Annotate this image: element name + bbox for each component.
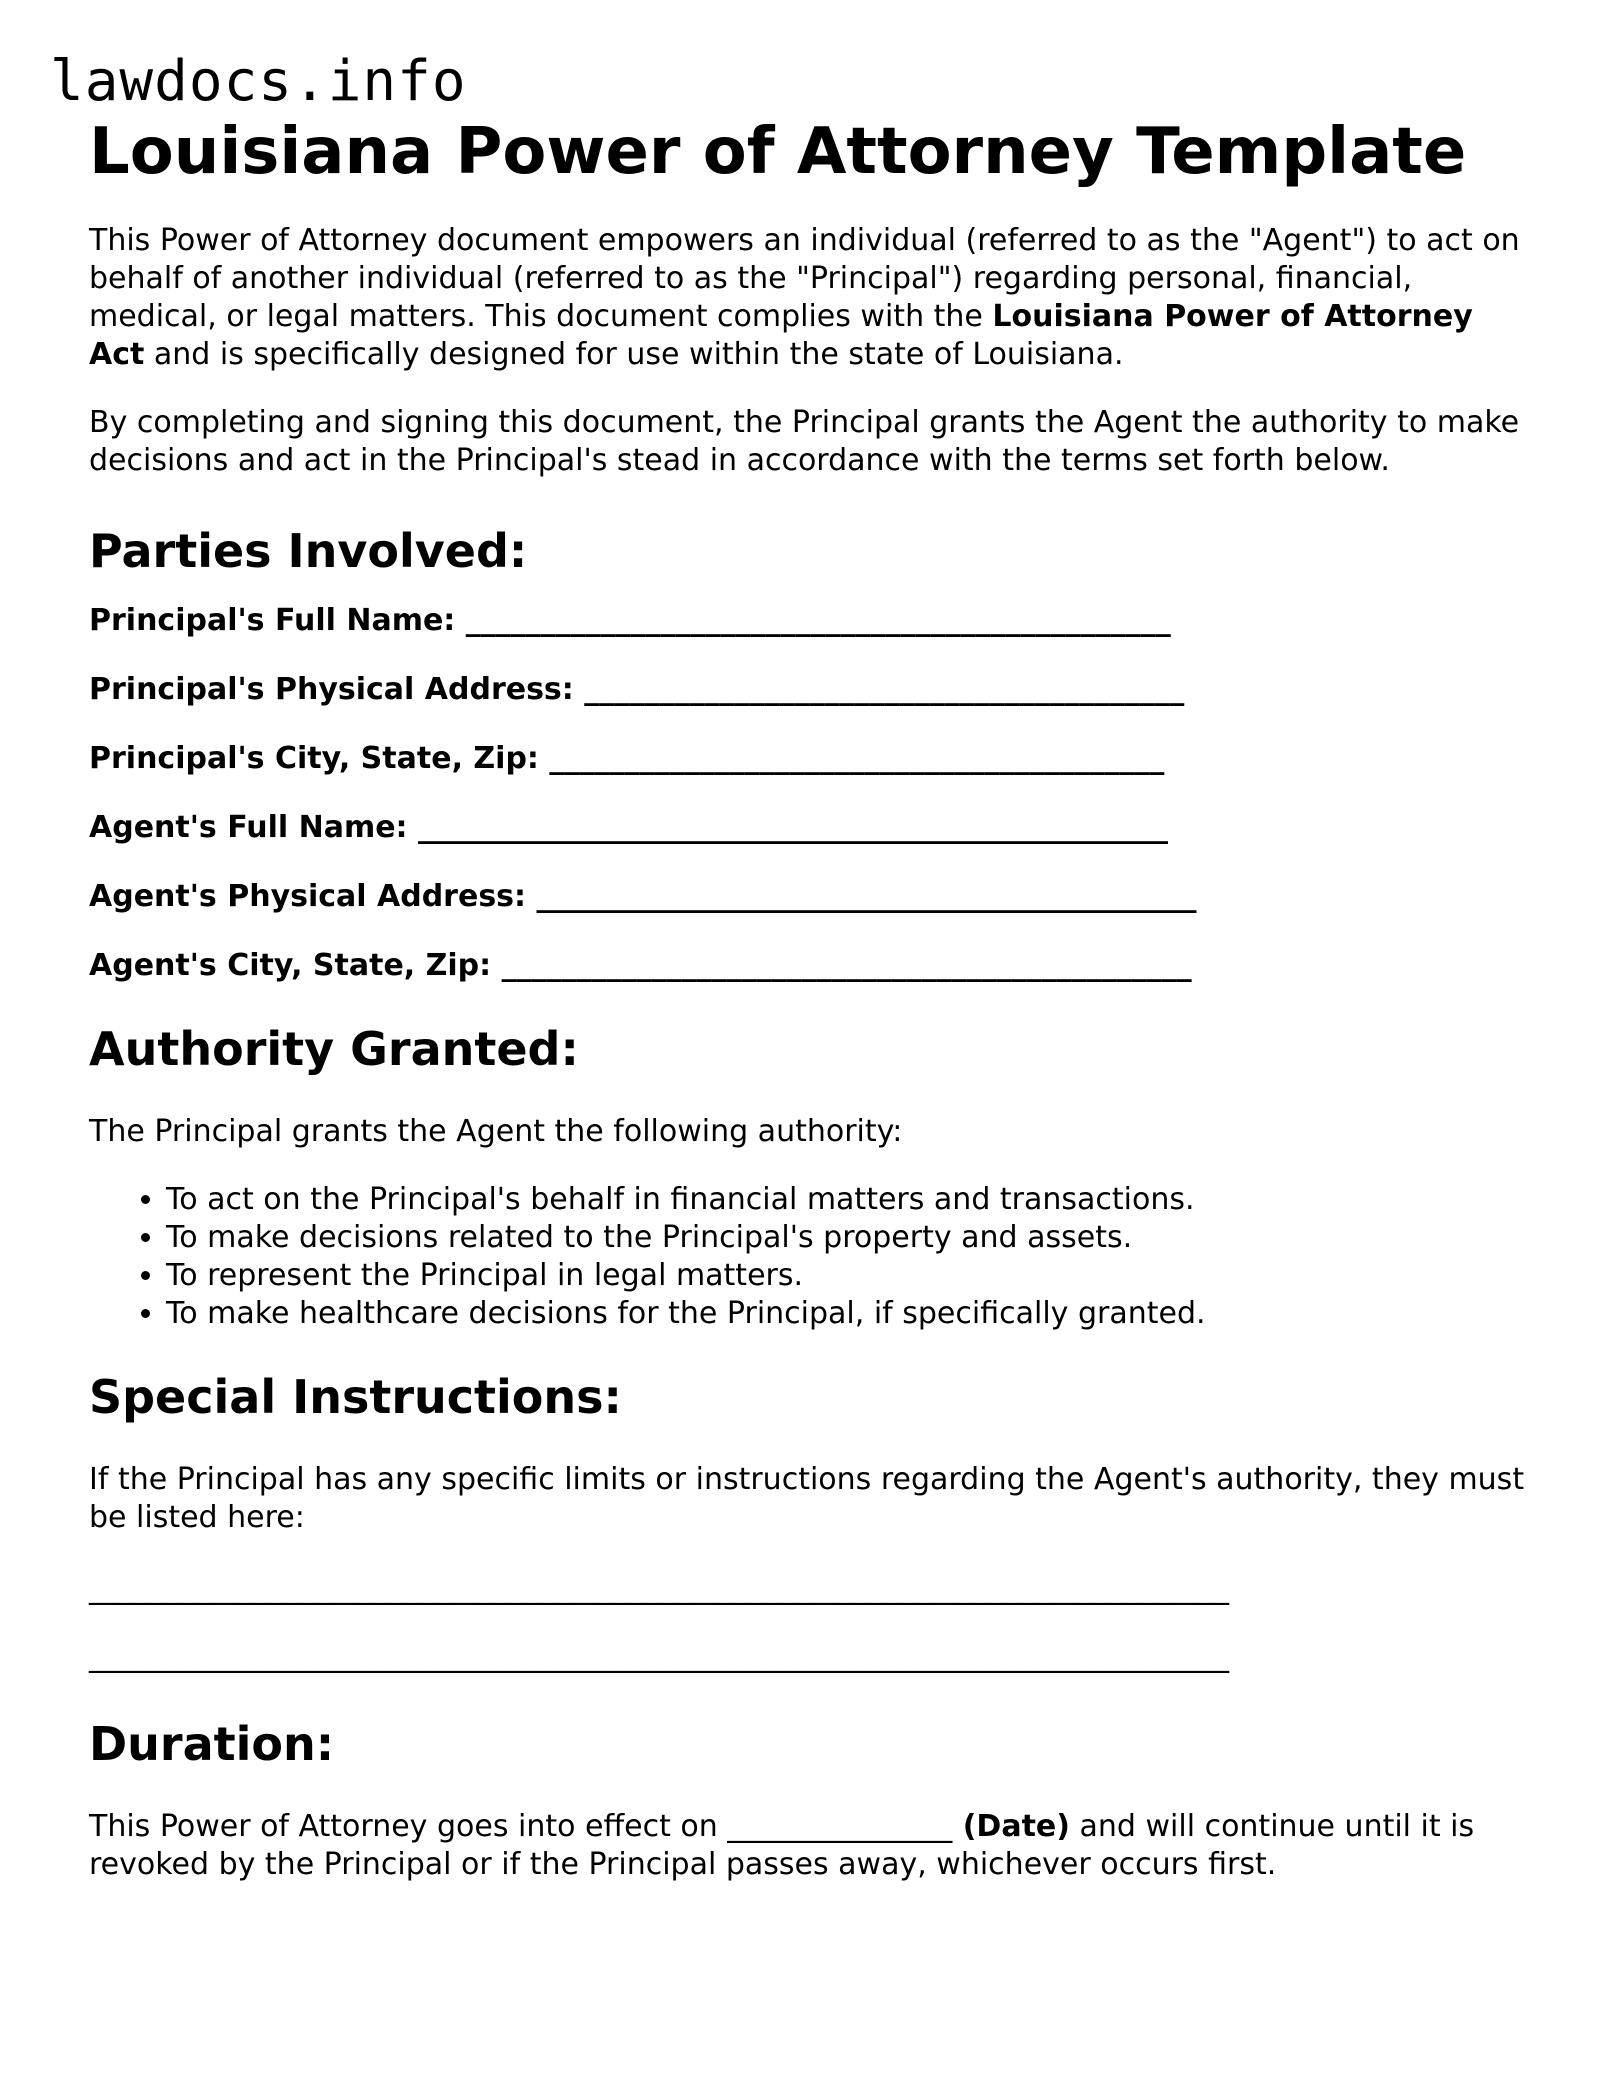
list-item: • To represent the Principal in legal matters. (166, 1257, 1529, 1295)
special-instructions-line-2[interactable]: ____________________________________________________________________________ (89, 1639, 1229, 1674)
parties-heading: Parties Involved: (89, 524, 528, 578)
act-name: Louisiana Power of Attorney Act (89, 299, 1473, 372)
intro-paragraph-2: By completing and signing this document, the Principal grants the Agent the authority to make decisions and act in the Principal's stead in accordance with the terms set forth below. (89, 405, 1520, 478)
agent-full-name-field[interactable]: Agent's Full Name: __________________________________________________ (89, 810, 1168, 845)
document-page (89, 112, 1529, 1884)
duration-text-1: This Power of Attorney goes into effect on (89, 1809, 728, 1844)
list-item: • To make healthcare decisions for the Principal, if specifically granted. (166, 1295, 1529, 1333)
special-instructions-line-1[interactable]: ____________________________________________________________________________ (89, 1571, 1229, 1606)
intro-text-1: This Power of Attorney document empowers an individual (referred to as the "Agent") to act on behalf of another individual (referred to as the "Principal") regarding personal, financial, medical, or legal matters. This document complies with the (89, 223, 1520, 334)
principal-full-name-field[interactable]: Principal's Full Name: _______________________________________________ (89, 603, 1171, 638)
duration-text-2: and will continue until it is revoked by the Principal or if the Principal passes away, whichever occurs first. (89, 1809, 1475, 1882)
intro-paragraph-1 (89, 222, 1529, 374)
principal-city-state-zip-field[interactable]: Principal's City, State, Zip: _________________________________________ (89, 741, 1165, 776)
intro-text-2: and is specifically designed for use within the state of Louisiana. (144, 337, 1124, 372)
special-instructions-text: If the Principal has any specific limits or instructions regarding the Agent's authority, they must be listed here: (89, 1462, 1525, 1535)
watermark: lawdocs.info (50, 49, 467, 114)
special-instructions-heading: Special Instructions: (89, 1370, 622, 1424)
principal-address-field[interactable]: Principal's Physical Address: ________________________________________ (89, 672, 1185, 707)
parties-fields (89, 602, 1529, 985)
authority-intro: The Principal grants the Agent the following authority: (89, 1114, 903, 1149)
list-item: • To make decisions related to the Principal's property and assets. (166, 1219, 1529, 1257)
agent-address-field[interactable]: Agent's Physical Address: ____________________________________________ (89, 879, 1197, 914)
date-label: (Date) (952, 1809, 1070, 1844)
authority-list (89, 1181, 1529, 1333)
page-title: Louisiana Power of Attorney Template (89, 115, 1467, 189)
effective-date-field[interactable]: _______________ (727, 1809, 953, 1844)
authority-heading: Authority Granted: (89, 1022, 579, 1076)
list-item: • To act on the Principal's behalf in financial matters and transactions. (166, 1181, 1529, 1219)
agent-city-state-zip-field[interactable]: Agent's City, State, Zip: ______________________________________________ (89, 948, 1192, 983)
duration-heading: Duration: (89, 1717, 335, 1771)
duration-text (89, 1808, 1529, 1884)
